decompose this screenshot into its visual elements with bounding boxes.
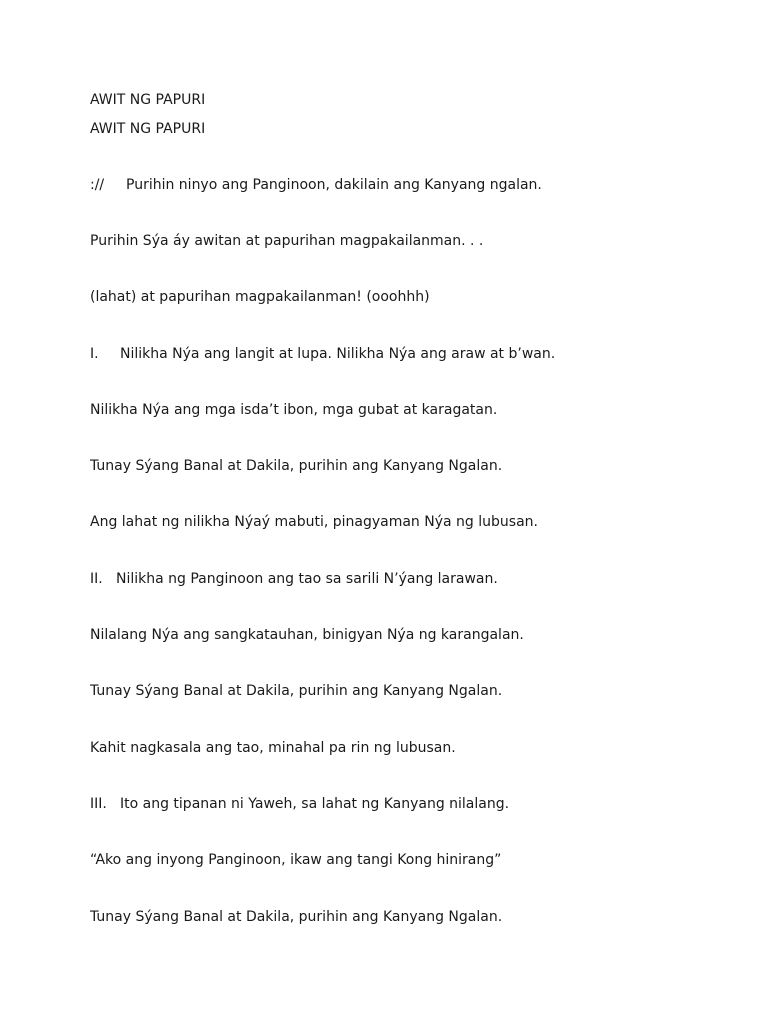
title-line-2: AWIT NG PAPURI — [90, 121, 206, 137]
verse-2-marker: II. — [90, 571, 103, 587]
title-line-1: AWIT NG PAPURI — [90, 92, 206, 108]
refrain-line-1 — [90, 177, 542, 194]
verse-2-line-4: Kahit nagkasala ang tao, minahal pa rin ng lubusan. — [90, 740, 456, 756]
verse-1-marker: I. — [90, 346, 99, 362]
verse-1-line-1-text: Nilikha Nýa ang langit at lupa. Nilikha Nýa ang araw at b’wan. — [120, 346, 556, 362]
verse-3-line-1-text: Ito ang tipanan ni Yaweh, sa lahat ng Kanyang nilalang. — [120, 796, 510, 812]
verse-2-line-1-text: Nilikha ng Panginoon ang tao sa sarili N’ýang larawan. — [116, 571, 498, 587]
verse-1-line-4: Ang lahat ng nilikha Nýaý mabuti, pinagyaman Nýa ng lubusan. — [90, 514, 538, 530]
verse-1-line-2: Nilikha Nýa ang mga isda’t ibon, mga gubat at karagatan. — [90, 402, 498, 418]
verse-3-line-3: Tunay Sýang Banal at Dakila, purihin ang Kanyang Ngalan. — [90, 909, 503, 925]
verse-2-line-1 — [90, 571, 498, 588]
verse-2-line-3: Tunay Sýang Banal at Dakila, purihin ang Kanyang Ngalan. — [90, 683, 503, 699]
refrain-line-1-text: Purihin ninyo ang Panginoon, dakilain ang Kanyang ngalan. — [126, 177, 542, 193]
refrain-marker: :// — [90, 177, 105, 193]
verse-2-line-2: Nilalang Nýa ang sangkatauhan, binigyan Nýa ng karangalan. — [90, 627, 524, 643]
verse-3-line-1 — [90, 796, 509, 813]
verse-3-line-2: “Ako ang inyong Panginoon, ikaw ang tangi Kong hinirang” — [90, 852, 502, 868]
verse-1-line-1 — [90, 346, 555, 363]
verse-3-marker: III. — [90, 796, 107, 812]
refrain-line-2: Purihin Sýa áy awitan at papurihan magpakailanman. . . — [90, 233, 484, 249]
refrain-line-3: (lahat) at papurihan magpakailanman! (ooohhh) — [90, 289, 430, 305]
verse-1-line-3: Tunay Sýang Banal at Dakila, purihin ang Kanyang Ngalan. — [90, 458, 503, 474]
